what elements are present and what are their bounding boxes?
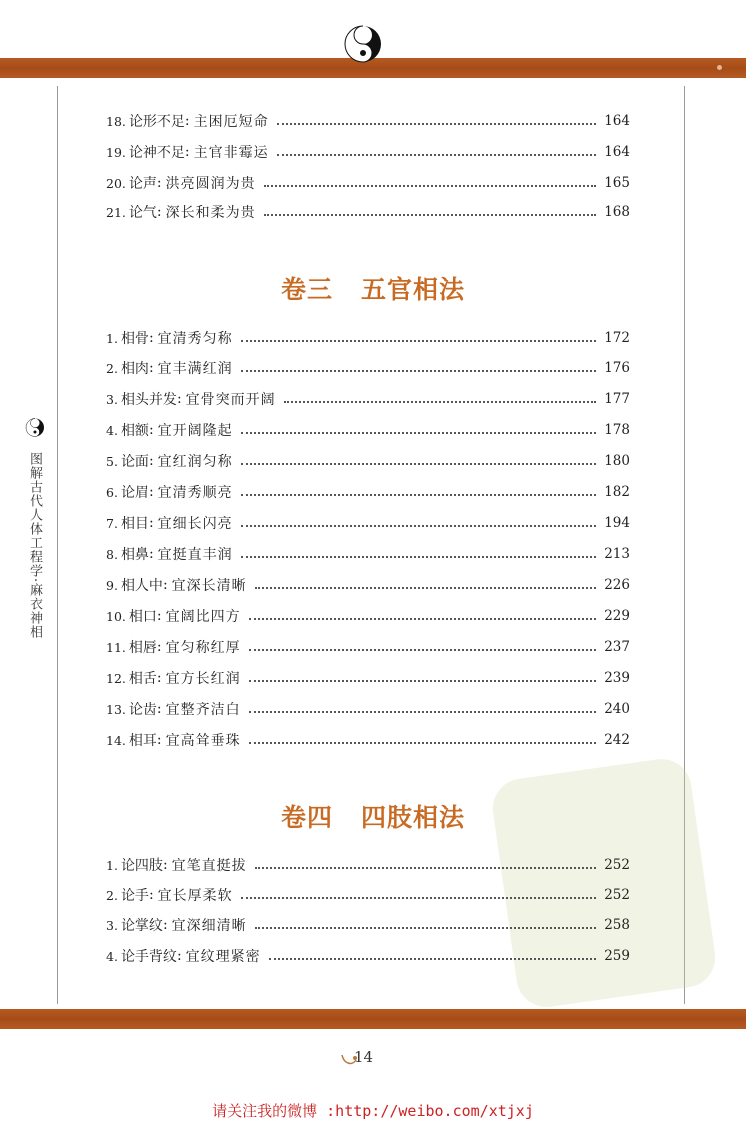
left-margin-line (57, 86, 58, 1004)
bottom-decorative-band (0, 1009, 746, 1029)
toc-entry[interactable] (106, 605, 630, 627)
entry-title: 相人中 (120, 578, 163, 594)
dot-leader (249, 649, 596, 651)
entry-colon: : (148, 484, 154, 500)
entry-colon: : (184, 144, 190, 160)
dot-leader (241, 370, 596, 372)
entry-page-number: 178 (604, 422, 630, 438)
entry-subtitle: 宜细长闪亮 (157, 516, 233, 532)
entry-colon: : (148, 360, 154, 376)
dot-leader (241, 340, 596, 342)
dot-leader (277, 123, 596, 125)
entry-page-number: 258 (604, 917, 630, 933)
entry-title: 相舌 (128, 671, 157, 687)
entry-number: 4. (106, 948, 118, 964)
entry-title: 相额 (120, 423, 149, 439)
entry-subtitle: 宜笔直挺拔 (171, 858, 247, 874)
volume-name: 五官相法 (361, 275, 466, 304)
entry-title: 相目 (120, 516, 149, 532)
entry-page-number: 168 (604, 204, 630, 220)
toc-entry[interactable] (106, 574, 630, 596)
entry-page-number: 259 (604, 948, 630, 964)
entry-number: 19. (106, 144, 126, 160)
entry-page-number: 177 (604, 391, 630, 407)
toc-entry[interactable] (106, 327, 630, 349)
entry-subtitle: 宜深长清晰 (171, 578, 247, 594)
entry-subtitle: 宜阔比四方 (165, 609, 241, 625)
entry-page-number: 252 (604, 857, 630, 873)
entry-subtitle: 宜匀称红厚 (165, 640, 241, 656)
dot-leader (264, 185, 596, 187)
entry-page-number: 252 (604, 887, 630, 903)
side-yin-yang-icon (25, 416, 45, 440)
dot-leader (241, 525, 596, 527)
entry-subtitle: 深长和柔为贵 (165, 205, 256, 221)
dot-leader (255, 867, 596, 869)
entry-number: 2. (106, 360, 118, 376)
dot-leader (269, 958, 596, 960)
entry-title: 论眉 (120, 485, 149, 501)
entry-number: 10. (106, 608, 126, 624)
entry-title: 论形不足 (128, 114, 185, 130)
entry-subtitle: 洪亮圆润为贵 (165, 176, 256, 192)
dot-leader (255, 927, 596, 929)
entry-number: 13. (106, 701, 126, 717)
entry-title: 相唇 (128, 640, 157, 656)
entry-page-number: 172 (604, 330, 630, 346)
entry-colon: : (156, 670, 162, 686)
toc-entry[interactable] (106, 636, 630, 658)
toc-entry[interactable] (106, 388, 630, 410)
entry-colon: : (162, 917, 168, 933)
entry-page-number: 242 (604, 732, 630, 748)
entry-page-number: 213 (604, 546, 630, 562)
entry-title: 论齿 (128, 702, 157, 718)
entry-page-number: 165 (604, 175, 630, 191)
toc-entry[interactable] (106, 450, 630, 472)
entry-subtitle: 宜方长红润 (165, 671, 241, 687)
entry-page-number: 229 (604, 608, 630, 624)
toc-entry[interactable] (106, 884, 630, 906)
entry-page-number: 176 (604, 360, 630, 376)
entry-number: 11. (106, 639, 126, 655)
volume-name: 四肢相法 (361, 803, 466, 832)
entry-title: 论掌纹 (120, 918, 163, 934)
dot-leader (249, 742, 596, 744)
entry-colon: : (156, 639, 162, 655)
entry-title: 相鼻 (120, 547, 149, 563)
book-side-title: 图解古代人体工程学·麻衣神相 (27, 452, 42, 640)
entry-colon: : (148, 422, 154, 438)
volume-label: 卷三 (280, 275, 333, 304)
entry-title: 论手 (120, 888, 149, 904)
entry-title: 论神不足 (128, 145, 185, 161)
entry-number: 14. (106, 732, 126, 748)
volume-label: 卷四 (280, 803, 333, 832)
dot-leader (255, 587, 596, 589)
section-heading (0, 798, 746, 834)
entry-colon: : (162, 577, 168, 593)
entry-page-number: 164 (604, 113, 630, 129)
entry-subtitle: 宜挺直丰润 (157, 547, 233, 563)
watermark-seal (489, 755, 719, 1011)
dot-leader (241, 463, 596, 465)
entry-number: 2. (106, 887, 118, 903)
section-heading (0, 270, 746, 306)
dot-leader (241, 897, 596, 899)
entry-number: 9. (106, 577, 118, 593)
entry-colon: : (176, 391, 182, 407)
entry-subtitle: 宜骨突而开阔 (185, 392, 276, 408)
toc-entry[interactable] (106, 914, 630, 936)
entry-number: 1. (106, 330, 118, 346)
toc-entry[interactable] (106, 110, 630, 132)
entry-number: 3. (106, 917, 118, 933)
entry-title: 论声 (128, 176, 157, 192)
toc-entry[interactable] (106, 419, 630, 441)
entry-page-number: 237 (604, 639, 630, 655)
entry-title: 相骨 (120, 331, 149, 347)
entry-subtitle: 宜清秀匀称 (157, 331, 233, 347)
entry-colon: : (176, 948, 182, 964)
yin-yang-icon (343, 22, 383, 68)
entry-number: 12. (106, 670, 126, 686)
entry-colon: : (162, 857, 168, 873)
entry-title: 论手背纹 (120, 949, 177, 965)
toc-entry[interactable] (106, 729, 630, 751)
entry-page-number: 164 (604, 144, 630, 160)
toc-entry[interactable] (106, 512, 630, 534)
dot-leader (249, 711, 596, 713)
entry-subtitle: 主困厄短命 (193, 114, 269, 130)
dot-leader (277, 154, 596, 156)
entry-subtitle: 宜清秀顺亮 (157, 485, 233, 501)
entry-subtitle: 主官非霉运 (193, 145, 269, 161)
dot-leader (241, 432, 596, 434)
entry-colon: : (156, 701, 162, 717)
entry-subtitle: 宜纹理紧密 (185, 949, 261, 965)
entry-colon: : (156, 204, 162, 220)
dot-leader (249, 618, 596, 620)
toc-entry[interactable] (106, 172, 630, 194)
entry-title: 相口 (128, 609, 157, 625)
entry-colon: : (156, 175, 162, 191)
entry-subtitle: 宜深细清晰 (171, 918, 247, 934)
toc-entry[interactable] (106, 667, 630, 689)
entry-colon: : (148, 453, 154, 469)
entry-subtitle: 宜整齐洁白 (165, 702, 241, 718)
entry-title: 论气 (128, 205, 157, 221)
entry-subtitle: 宜开阔隆起 (157, 423, 233, 439)
dot-leader (249, 680, 596, 682)
entry-subtitle: 宜丰满红润 (157, 361, 233, 377)
entry-colon: : (148, 546, 154, 562)
entry-page-number: 226 (604, 577, 630, 593)
entry-number: 3. (106, 391, 118, 407)
entry-number: 6. (106, 484, 118, 500)
toc-entry[interactable] (106, 543, 630, 565)
entry-page-number: 180 (604, 453, 630, 469)
entry-number: 1. (106, 857, 118, 873)
entry-title: 论四肢 (120, 858, 163, 874)
entry-subtitle: 宜长厚柔软 (157, 888, 233, 904)
entry-subtitle: 宜红润匀称 (157, 454, 233, 470)
dot-leader (264, 214, 596, 216)
entry-number: 8. (106, 546, 118, 562)
entry-title: 相耳 (128, 733, 157, 749)
entry-colon: : (184, 113, 190, 129)
entry-page-number: 240 (604, 701, 630, 717)
entry-colon: : (148, 330, 154, 346)
toc-entry[interactable] (106, 945, 630, 967)
footer-watermark-text: 请关注我的微博 :http://weibo.com/xtjxj (212, 1102, 534, 1120)
entry-number: 4. (106, 422, 118, 438)
entry-number: 7. (106, 515, 118, 531)
toc-entry[interactable] (106, 357, 630, 379)
toc-entry[interactable] (106, 854, 630, 876)
entry-title: 相头并发 (120, 392, 177, 408)
entry-subtitle: 宜高耸垂珠 (165, 733, 241, 749)
entry-page-number: 239 (604, 670, 630, 686)
band-dot (717, 65, 722, 70)
entry-number: 20. (106, 175, 126, 191)
toc-entry[interactable] (106, 481, 630, 503)
entry-colon: : (148, 887, 154, 903)
toc-entry[interactable] (106, 141, 630, 163)
page-number: 14 (354, 1048, 374, 1066)
entry-colon: : (156, 608, 162, 624)
entry-title: 论面 (120, 454, 149, 470)
dot-leader (284, 401, 596, 403)
entry-page-number: 194 (604, 515, 630, 531)
entry-title: 相肉 (120, 361, 149, 377)
dot-leader (241, 494, 596, 496)
entry-number: 5. (106, 453, 118, 469)
entry-colon: : (148, 515, 154, 531)
entry-number: 21. (106, 204, 126, 220)
toc-entry[interactable] (106, 698, 630, 720)
dot-leader (241, 556, 596, 558)
toc-entry[interactable] (106, 201, 630, 223)
entry-page-number: 182 (604, 484, 630, 500)
entry-colon: : (156, 732, 162, 748)
entry-number: 18. (106, 113, 126, 129)
